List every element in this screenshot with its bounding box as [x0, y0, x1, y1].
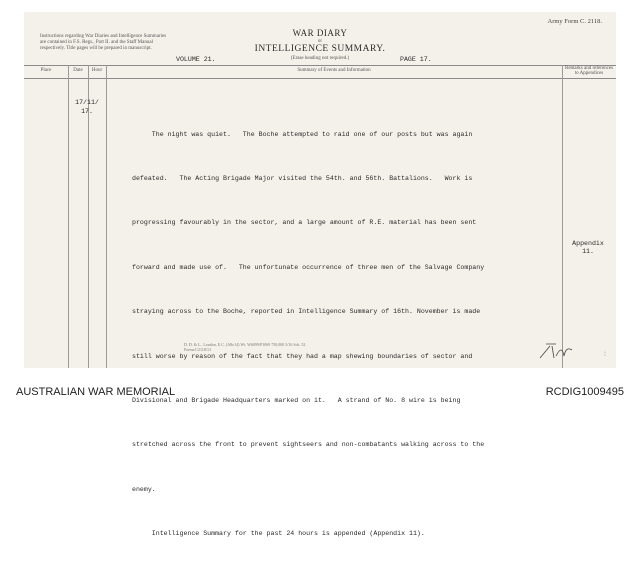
summary-line: straying across to the Boche, reported in Intelligence Summary of 16th. November is made	[132, 308, 481, 316]
diary-title: WAR DIARY	[292, 28, 348, 38]
summary-line: progressing favourably in the sector, and a large amount of R.E. material has been sent	[132, 219, 477, 227]
appendix-label: Appendix	[572, 240, 604, 247]
printer-imprint: D. D. & L., London, E.C. (A8o14) Wt. W6099/P1069 750,000 3/16 Sch. 52 Forms/C2118/13	[184, 342, 306, 352]
volume-number: VOLUME 21.	[176, 56, 216, 63]
entry-date-line-1: 17/11/	[75, 99, 99, 106]
summary-line: still worse by reason of the fact that they had a map shewing boundaries of sector and	[132, 352, 473, 360]
signature-mark	[538, 340, 578, 362]
appendix-reference	[564, 240, 612, 256]
summary-line: forward and made use of. The unfortunate occurrence of three men of the Salvage Company	[132, 263, 485, 271]
appendix-number: 11.	[582, 248, 594, 255]
entry-date	[70, 98, 104, 116]
table-top-rule	[24, 65, 616, 66]
entry-summary-text	[132, 98, 572, 572]
summary-line: The night was quiet. The Boche attempted to raid one of our posts but was again	[132, 130, 473, 138]
entry-date-line-2: 17.	[81, 108, 93, 115]
place-column-divider	[68, 65, 69, 368]
column-header-date: Date	[73, 68, 83, 73]
diary-subtitle: INTELLIGENCE SUMMARY.	[254, 44, 386, 54]
header-bottom-rule	[24, 78, 616, 79]
archive-reference-id: RCDIG1009495	[545, 386, 624, 398]
title-or: or	[317, 39, 323, 44]
margin-pencil-mark: ¦¦	[604, 352, 607, 357]
summary-line: Divisional and Brigade Headquarters marked on it. A strand of No. 8 wire is being	[132, 396, 461, 404]
summary-line: enemy.	[132, 485, 156, 493]
column-header-remarks: Remarks and references to Appendices	[564, 66, 614, 76]
summary-line: Intelligence Summary for the past 24 hours is appended (Appendix 11).	[132, 530, 425, 538]
summary-line: stretched across the front to prevent sightseers and non-combatants walking across to the	[132, 441, 485, 449]
heading-note: (Erase heading not required.)	[290, 56, 350, 61]
column-header-place: Place	[40, 68, 52, 73]
column-header-hour: Hour	[91, 68, 103, 73]
archive-credit: AUSTRALIAN WAR MEMORIAL	[16, 386, 176, 398]
army-form-number: Army Form C. 2118.	[547, 18, 602, 25]
column-header-summary: Summary of Events and Information	[297, 68, 371, 73]
instructions-text: Instructions regarding War Diaries and Intelligence Summaries are contained in F.S. Regs., Part II. and the Staff Manual respectively. Title pages will be prepared in manuscript.	[40, 34, 167, 51]
summary-line: defeated. The Acting Brigade Major visited the 54th. and 56th. Battalions. Work is	[132, 174, 473, 182]
page-number: PAGE 17.	[400, 56, 432, 63]
hour-column-divider	[106, 65, 107, 368]
